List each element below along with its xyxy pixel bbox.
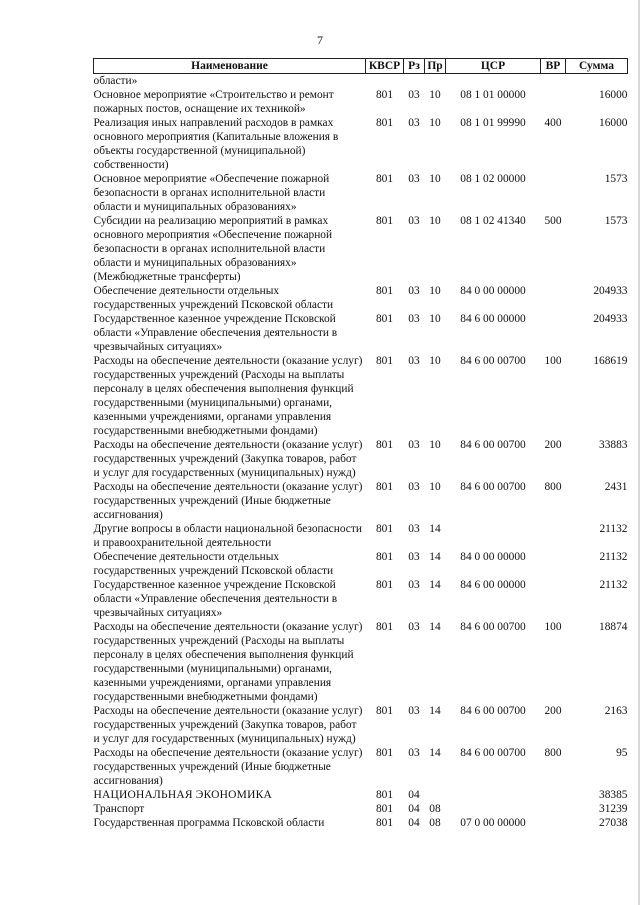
cell-rz: 03	[408, 523, 420, 535]
cell-csr: 08 1 01 00000	[460, 89, 526, 101]
table-row	[94, 354, 628, 438]
cell-name: НАЦИОНАЛЬНАЯ ЭКОНОМИКА	[93, 789, 272, 801]
cell-rz: 03	[408, 117, 420, 129]
cell-kvsr: 801	[375, 355, 394, 367]
cell-vr: 400	[544, 117, 562, 129]
cell-pr	[425, 74, 446, 89]
cell-sum	[566, 74, 628, 89]
cell-csr: 84 6 00 00700	[460, 705, 526, 717]
cell-kvsr: 801	[375, 313, 394, 325]
cell-pr: 10	[429, 285, 441, 297]
cell-name: Государственная программа Псковской области	[93, 817, 325, 829]
cell-kvsr: 801	[375, 285, 394, 297]
table-row	[94, 788, 628, 802]
cell-kvsr: 801	[375, 803, 394, 815]
table-row	[94, 522, 628, 550]
cell-pr: 14	[429, 621, 441, 633]
cell-sum: 33883	[599, 439, 628, 451]
cell-name: Государственное казенное учреждение Псковской области «Управление обеспечения деятельности в чрезвычайных ситуациях»	[93, 313, 338, 353]
cell-kvsr: 801	[375, 481, 394, 493]
cell-sum: 21132	[599, 579, 628, 591]
cell-sum: 204933	[593, 313, 628, 325]
cell-sum: 204933	[593, 285, 628, 297]
cell-rz: 03	[408, 551, 420, 563]
cell-csr: 84 6 00 00700	[460, 747, 526, 759]
cell-name: Расходы на обеспечение деятельности (оказание услуг) государственных учреждений (Иные бюджетные ассигнования)	[93, 481, 363, 521]
cell-kvsr: 801	[375, 579, 394, 591]
table-row	[94, 704, 628, 746]
cell-csr	[446, 788, 541, 802]
cell-kvsr: 801	[375, 523, 394, 535]
cell-rz: 04	[408, 803, 420, 815]
cell-vr	[541, 816, 566, 830]
cell-vr	[541, 550, 566, 578]
table-row	[94, 578, 628, 620]
cell-name: Субсидии на реализацию мероприятий в рамках основного мероприятия «Обеспечение пожарной безопасности в органах исполнительной власти области и муниципальных образованиях» (Межбюджетные трансферты)	[93, 215, 333, 283]
table-body	[94, 74, 628, 831]
cell-rz: 03	[408, 579, 420, 591]
cell-pr: 10	[429, 481, 441, 493]
cell-vr	[541, 788, 566, 802]
cell-vr	[541, 312, 566, 354]
cell-csr: 84 6 00 00700	[460, 621, 526, 633]
header-name: Наименование	[94, 59, 366, 74]
cell-pr: 10	[429, 313, 441, 325]
cell-csr: 84 0 00 00000	[460, 551, 526, 563]
cell-name: Реализация иных направлений расходов в рамках основного мероприятия (Капитальные вложения в объекты государственной (муниципальной) собственности)	[93, 117, 339, 171]
cell-csr	[446, 802, 541, 816]
cell-csr: 07 0 00 00000	[460, 817, 526, 829]
cell-kvsr: 801	[375, 705, 394, 717]
cell-kvsr: 801	[375, 173, 394, 185]
cell-csr	[446, 74, 541, 89]
cell-csr	[446, 522, 541, 550]
cell-name: Расходы на обеспечение деятельности (оказание услуг) государственных учреждений (Иные бюджетные ассигнования)	[93, 747, 363, 787]
table-row	[94, 172, 628, 214]
cell-name: Основное мероприятие «Обеспечение пожарной безопасности в органах исполнительной власти области и муниципальных образованиях»	[93, 173, 330, 213]
cell-vr	[541, 284, 566, 312]
cell-csr: 08 1 01 99990	[460, 117, 526, 129]
cell-pr: 14	[429, 705, 441, 717]
cell-pr: 10	[429, 215, 441, 227]
cell-sum: 31239	[599, 803, 628, 815]
budget-table	[93, 58, 628, 830]
cell-vr: 200	[544, 705, 562, 717]
cell-sum: 168619	[593, 355, 628, 367]
cell-rz: 03	[408, 439, 420, 451]
cell-kvsr: 801	[375, 817, 394, 829]
cell-csr: 84 6 00 00000	[460, 579, 526, 591]
header-kvsr: КВСР	[366, 59, 404, 74]
cell-pr: 14	[429, 523, 441, 535]
table-row	[94, 620, 628, 704]
cell-kvsr: 801	[375, 789, 394, 801]
header-pr: Пр	[425, 59, 446, 74]
cell-rz: 04	[408, 817, 420, 829]
cell-name: Расходы на обеспечение деятельности (оказание услуг) государственных учреждений (Закупка товаров, работ и услуг для государственных (муниципальных) нужд)	[93, 705, 363, 745]
cell-name: Основное мероприятие «Строительство и ремонт пожарных постов, оснащение их техникой»	[93, 89, 334, 115]
table-row	[94, 480, 628, 522]
table-header	[94, 59, 628, 74]
cell-kvsr: 801	[375, 621, 394, 633]
cell-vr	[541, 172, 566, 214]
table-row	[94, 312, 628, 354]
cell-sum: 21132	[599, 551, 628, 563]
cell-rz	[404, 74, 425, 89]
cell-pr: 08	[429, 803, 441, 815]
cell-csr: 08 1 02 00000	[460, 173, 526, 185]
cell-vr	[541, 578, 566, 620]
cell-pr: 10	[429, 355, 441, 367]
cell-sum: 1573	[604, 173, 628, 185]
cell-kvsr: 801	[375, 215, 394, 227]
header-rz: Рз	[404, 59, 425, 74]
cell-rz: 03	[408, 747, 420, 759]
cell-rz: 03	[408, 215, 420, 227]
cell-pr: 08	[429, 817, 441, 829]
cell-rz: 04	[408, 789, 420, 801]
header-sum: Сумма	[566, 59, 628, 74]
cell-pr: 14	[429, 747, 441, 759]
cell-name: Расходы на обеспечение деятельности (оказание услуг) государственных учреждений (Расходы на выплаты персоналу в целях обеспечения выполнения функций государственными (муниципальными) органами, казенными учреждениями, органами управления государственными внебюджетными фондами)	[93, 355, 363, 437]
cell-rz: 03	[408, 89, 420, 101]
cell-vr	[541, 802, 566, 816]
budget-table-container	[93, 58, 628, 830]
cell-name: Обеспечение деятельности отдельных государственных учреждений Псковской области	[93, 285, 334, 311]
cell-csr: 84 6 00 00700	[460, 355, 526, 367]
cell-pr	[425, 788, 446, 802]
cell-vr	[541, 74, 566, 89]
cell-pr: 10	[429, 173, 441, 185]
cell-vr: 800	[544, 481, 562, 493]
cell-rz: 03	[408, 705, 420, 717]
cell-csr: 84 0 00 00000	[460, 285, 526, 297]
cell-name: Расходы на обеспечение деятельности (оказание услуг) государственных учреждений (Расходы на выплаты персоналу в целях обеспечения выполнения функций государственными (муниципальными) органами, казенными учреждениями, органами управления государственными внебюджетными фондами)	[93, 621, 363, 703]
cell-vr: 500	[544, 215, 562, 227]
cell-pr: 10	[429, 439, 441, 451]
cell-kvsr: 801	[375, 439, 394, 451]
cell-name: Другие вопросы в области национальной безопасности и правоохранительной деятельности	[93, 523, 362, 549]
cell-sum: 38385	[599, 789, 628, 801]
table-row	[94, 88, 628, 116]
table-row	[94, 438, 628, 480]
header-csr: ЦСР	[446, 59, 541, 74]
cell-vr: 800	[544, 747, 562, 759]
cell-sum: 18874	[599, 621, 628, 633]
cell-pr: 14	[429, 551, 441, 563]
cell-pr: 10	[429, 117, 441, 129]
cell-rz: 03	[408, 621, 420, 633]
cell-sum: 1573	[604, 215, 628, 227]
cell-rz: 03	[408, 313, 420, 325]
cell-rz: 03	[408, 285, 420, 297]
cell-sum: 2431	[604, 481, 628, 493]
table-row	[94, 746, 628, 788]
cell-name: Расходы на обеспечение деятельности (оказание услуг) государственных учреждений (Закупка товаров, работ и услуг для государственных (муниципальных) нужд)	[93, 439, 363, 479]
header-vr: ВР	[541, 59, 566, 74]
table-row	[94, 802, 628, 816]
cell-vr	[541, 88, 566, 116]
cell-sum: 16000	[599, 117, 628, 129]
page-number: 7	[317, 33, 323, 47]
cell-rz: 03	[408, 481, 420, 493]
cell-vr	[541, 522, 566, 550]
table-row	[94, 116, 628, 172]
cell-rz: 03	[408, 355, 420, 367]
table-row	[94, 214, 628, 284]
table-row	[94, 284, 628, 312]
cell-sum: 95	[616, 747, 628, 759]
cell-csr: 84 6 00 00700	[460, 481, 526, 493]
cell-rz: 03	[408, 173, 420, 185]
cell-sum: 2163	[604, 705, 628, 717]
cell-kvsr: 801	[375, 117, 394, 129]
table-row	[94, 550, 628, 578]
cell-kvsr: 801	[375, 551, 394, 563]
cell-pr: 10	[429, 89, 441, 101]
cell-kvsr	[366, 74, 404, 89]
cell-name: Государственное казенное учреждение Псковской области «Управление обеспечения деятельности в чрезвычайных ситуациях»	[93, 579, 338, 619]
cell-csr: 84 6 00 00000	[460, 313, 526, 325]
cell-vr: 200	[544, 439, 562, 451]
cell-sum: 21132	[599, 523, 628, 535]
cell-sum: 16000	[599, 89, 628, 101]
cell-kvsr: 801	[375, 89, 394, 101]
cell-csr: 08 1 02 41340	[460, 215, 526, 227]
cell-csr: 84 6 00 00700	[460, 439, 526, 451]
table-row	[94, 74, 628, 89]
cell-pr: 14	[429, 579, 441, 591]
cell-name: Обеспечение деятельности отдельных государственных учреждений Псковской области	[93, 551, 334, 577]
cell-vr: 100	[544, 621, 562, 633]
cell-sum: 27038	[599, 817, 628, 829]
cell-vr: 100	[544, 355, 562, 367]
cell-kvsr: 801	[375, 747, 394, 759]
cell-name: области»	[93, 75, 138, 87]
cell-name: Транспорт	[93, 803, 145, 815]
table-row	[94, 816, 628, 830]
